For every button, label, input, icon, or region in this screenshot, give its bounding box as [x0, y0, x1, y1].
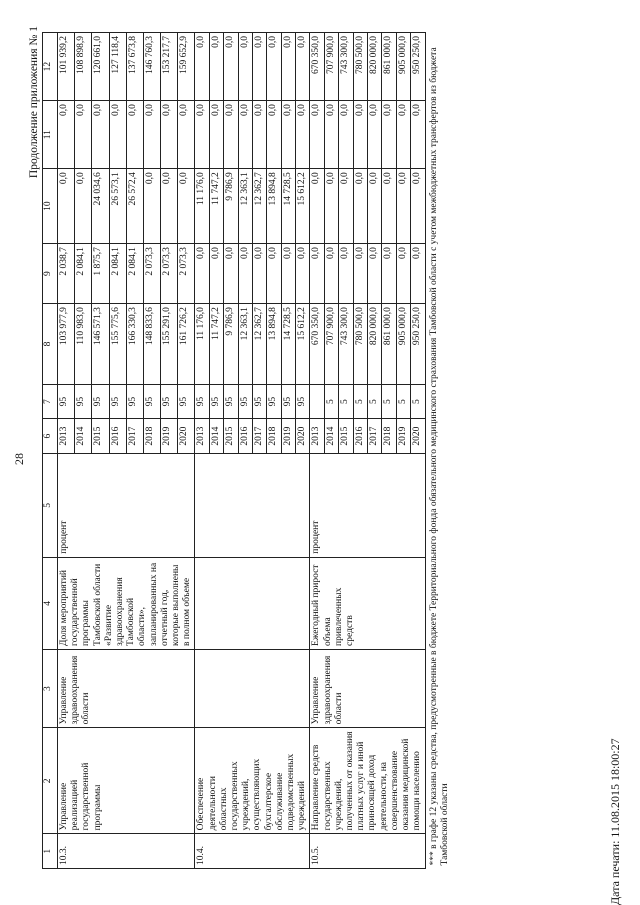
other-sources-cell: 120 661,0	[92, 33, 109, 101]
page-number: 28	[12, 453, 26, 465]
federal-budget-cell: 0,0	[296, 244, 310, 304]
target-value-cell: 5	[353, 384, 367, 419]
federal-budget-cell: 2 084,1	[75, 244, 92, 304]
target-value-cell: 95	[296, 384, 310, 419]
indicator-cell: Ежегодный прирост объема привлеченных средств	[310, 557, 425, 649]
other-sources-cell: 146 760,3	[143, 33, 160, 101]
local-budget-cell: 0,0	[58, 101, 75, 169]
federal-budget-cell: 0,0	[252, 244, 266, 304]
executor-cell	[195, 649, 310, 727]
local-budget-cell: 0,0	[92, 101, 109, 169]
total-funding-cell: 155 291,0	[161, 304, 178, 385]
federal-budget-cell: 2 038,7	[58, 244, 75, 304]
year-cell: 2016	[238, 419, 252, 454]
total-funding-cell: 15 612,2	[296, 304, 310, 385]
regional-budget-cell: 12 363,1	[238, 169, 252, 244]
footnote-row	[425, 33, 453, 869]
regional-budget-cell: 15 612,2	[296, 169, 310, 244]
year-cell: 2014	[324, 419, 338, 454]
regional-budget-cell: 0,0	[396, 169, 410, 244]
regional-budget-cell: 0,0	[178, 169, 195, 244]
column-header: 5	[43, 453, 58, 557]
federal-budget-cell: 0,0	[238, 244, 252, 304]
target-value-cell: 95	[92, 384, 109, 419]
target-value-cell: 95	[209, 384, 223, 419]
federal-budget-cell: 0,0	[324, 244, 338, 304]
column-header: 11	[43, 101, 58, 169]
regional-budget-cell: 0,0	[310, 169, 324, 244]
regional-budget-cell: 0,0	[324, 169, 338, 244]
federal-budget-cell: 2 073,3	[143, 244, 160, 304]
local-budget-cell: 0,0	[143, 101, 160, 169]
local-budget-cell: 0,0	[161, 101, 178, 169]
total-funding-cell: 12 362,7	[252, 304, 266, 385]
federal-budget-cell: 0,0	[411, 244, 425, 304]
table-row	[195, 33, 209, 869]
federal-budget-cell: 0,0	[339, 244, 353, 304]
regional-budget-cell: 0,0	[367, 169, 381, 244]
federal-budget-cell: 0,0	[267, 244, 281, 304]
target-value-cell: 95	[267, 384, 281, 419]
table-body	[58, 33, 453, 869]
item-number: 10.4.	[195, 834, 310, 869]
year-cell: 2017	[252, 419, 266, 454]
total-funding-cell: 12 363,1	[238, 304, 252, 385]
target-value-cell: 95	[178, 384, 195, 419]
appendix-title: Продолжение приложения № 1	[28, 26, 40, 179]
local-budget-cell: 0,0	[209, 101, 223, 169]
unit-cell: процент	[310, 453, 425, 557]
other-sources-cell: 101 939,2	[58, 33, 75, 101]
other-sources-cell: 0,0	[296, 33, 310, 101]
local-budget-cell: 0,0	[267, 101, 281, 169]
federal-budget-cell: 0,0	[396, 244, 410, 304]
table-row	[58, 33, 75, 869]
total-funding-cell: 780 500,0	[353, 304, 367, 385]
regional-budget-cell: 9 786,9	[224, 169, 238, 244]
year-cell: 2019	[396, 419, 410, 454]
year-cell: 2018	[143, 419, 160, 454]
column-header: 2	[43, 728, 58, 834]
target-value-cell: 95	[58, 384, 75, 419]
federal-budget-cell: 2 084,1	[126, 244, 143, 304]
other-sources-cell: 0,0	[281, 33, 295, 101]
local-budget-cell: 0,0	[195, 101, 209, 169]
total-funding-cell: 166 330,3	[126, 304, 143, 385]
local-budget-cell: 0,0	[324, 101, 338, 169]
year-cell: 2016	[109, 419, 126, 454]
column-header: 10	[43, 169, 58, 244]
local-budget-cell: 0,0	[75, 101, 92, 169]
regional-budget-cell: 0,0	[353, 169, 367, 244]
target-value-cell: 95	[143, 384, 160, 419]
other-sources-cell: 153 217,7	[161, 33, 178, 101]
year-cell: 2013	[195, 419, 209, 454]
total-funding-cell: 14 728,5	[281, 304, 295, 385]
target-value-cell: 5	[339, 384, 353, 419]
other-sources-cell: 0,0	[267, 33, 281, 101]
local-budget-cell: 0,0	[178, 101, 195, 169]
other-sources-cell: 0,0	[195, 33, 209, 101]
year-cell: 2013	[58, 419, 75, 454]
total-funding-cell: 103 977,9	[58, 304, 75, 385]
other-sources-cell: 127 118,4	[109, 33, 126, 101]
column-header: 9	[43, 244, 58, 304]
federal-budget-cell: 0,0	[310, 244, 324, 304]
other-sources-cell: 137 673,8	[126, 33, 143, 101]
target-value-cell: 5	[382, 384, 396, 419]
year-cell: 2018	[267, 419, 281, 454]
local-budget-cell: 0,0	[296, 101, 310, 169]
local-budget-cell: 0,0	[252, 101, 266, 169]
column-number-row	[43, 33, 58, 869]
total-funding-cell: 743 300,0	[339, 304, 353, 385]
regional-budget-cell: 11 747,2	[209, 169, 223, 244]
total-funding-cell: 146 571,3	[92, 304, 109, 385]
regional-budget-cell: 0,0	[339, 169, 353, 244]
other-sources-cell: 670 350,0	[310, 33, 324, 101]
target-value-cell	[310, 384, 324, 419]
federal-budget-cell: 0,0	[224, 244, 238, 304]
total-funding-cell: 13 894,8	[267, 304, 281, 385]
regional-budget-cell: 11 176,0	[195, 169, 209, 244]
target-value-cell: 5	[396, 384, 410, 419]
local-budget-cell: 0,0	[353, 101, 367, 169]
total-funding-cell: 861 000,0	[382, 304, 396, 385]
regional-budget-cell: 26 573,1	[109, 169, 126, 244]
target-value-cell: 95	[126, 384, 143, 419]
column-header: 6	[43, 419, 58, 454]
total-funding-cell: 11 176,0	[195, 304, 209, 385]
federal-budget-cell: 2 084,1	[109, 244, 126, 304]
total-funding-cell: 148 833,6	[143, 304, 160, 385]
regional-budget-cell: 12 362,7	[252, 169, 266, 244]
federal-budget-cell: 1 875,7	[92, 244, 109, 304]
measure-name: Обеспечение деятельности областных государственных учреждений, осуществляющих бухгалтерское обслуживание подведомственных учреждений	[195, 728, 310, 834]
total-funding-cell: 161 726,2	[178, 304, 195, 385]
other-sources-cell: 0,0	[209, 33, 223, 101]
table-row	[310, 33, 324, 869]
federal-budget-cell: 0,0	[281, 244, 295, 304]
local-budget-cell: 0,0	[238, 101, 252, 169]
target-value-cell: 95	[281, 384, 295, 419]
local-budget-cell: 0,0	[310, 101, 324, 169]
column-header: 1	[43, 834, 58, 869]
local-budget-cell: 0,0	[411, 101, 425, 169]
other-sources-cell: 0,0	[238, 33, 252, 101]
column-header: 12	[43, 33, 58, 101]
other-sources-cell: 707 900,0	[324, 33, 338, 101]
regional-budget-cell: 13 894,8	[267, 169, 281, 244]
local-budget-cell: 0,0	[382, 101, 396, 169]
unit-cell	[195, 453, 310, 557]
target-value-cell: 95	[75, 384, 92, 419]
regional-budget-cell: 0,0	[382, 169, 396, 244]
program-table	[42, 32, 453, 869]
item-number: 10.3.	[58, 834, 195, 869]
target-value-cell: 5	[324, 384, 338, 419]
measure-name: Управление реализацией государственной программы	[58, 728, 195, 834]
year-cell: 2015	[224, 419, 238, 454]
total-funding-cell: 11 747,2	[209, 304, 223, 385]
federal-budget-cell: 0,0	[353, 244, 367, 304]
year-cell: 2016	[353, 419, 367, 454]
regional-budget-cell: 0,0	[161, 169, 178, 244]
regional-budget-cell: 0,0	[75, 169, 92, 244]
other-sources-cell: 108 898,9	[75, 33, 92, 101]
footnote: *** в графе 12 указаны средства, предусмотренные в бюджете Территориального фонда обязательного медицинского страхования Тамбовской области с учетом межбюджетных трансфертов из бюджета Тамбовской области	[425, 33, 453, 869]
federal-budget-cell: 0,0	[209, 244, 223, 304]
column-header: 8	[43, 304, 58, 385]
local-budget-cell: 0,0	[224, 101, 238, 169]
other-sources-cell: 861 000,0	[382, 33, 396, 101]
regional-budget-cell: 14 728,5	[281, 169, 295, 244]
target-value-cell: 95	[161, 384, 178, 419]
target-value-cell: 95	[252, 384, 266, 419]
target-value-cell: 95	[224, 384, 238, 419]
year-cell: 2014	[209, 419, 223, 454]
year-cell: 2017	[367, 419, 381, 454]
column-header: 4	[43, 557, 58, 649]
regional-budget-cell: 0,0	[58, 169, 75, 244]
federal-budget-cell: 0,0	[367, 244, 381, 304]
target-value-cell: 95	[238, 384, 252, 419]
regional-budget-cell: 0,0	[411, 169, 425, 244]
year-cell: 2015	[339, 419, 353, 454]
executor-cell: Управление здравоохранения области	[310, 649, 425, 727]
local-budget-cell: 0,0	[396, 101, 410, 169]
total-funding-cell: 9 786,9	[224, 304, 238, 385]
regional-budget-cell: 0,0	[143, 169, 160, 244]
local-budget-cell: 0,0	[367, 101, 381, 169]
year-cell: 2020	[411, 419, 425, 454]
other-sources-cell: 905 000,0	[396, 33, 410, 101]
item-number: 10.5.	[310, 834, 425, 869]
federal-budget-cell: 2 073,3	[178, 244, 195, 304]
target-value-cell: 5	[411, 384, 425, 419]
other-sources-cell: 0,0	[252, 33, 266, 101]
year-cell: 2015	[92, 419, 109, 454]
target-value-cell: 95	[195, 384, 209, 419]
local-budget-cell: 0,0	[339, 101, 353, 169]
print-date: Дата печати: 11.08.2015 18:00:27	[608, 738, 622, 905]
other-sources-cell: 0,0	[224, 33, 238, 101]
local-budget-cell: 0,0	[109, 101, 126, 169]
local-budget-cell: 0,0	[281, 101, 295, 169]
year-cell: 2013	[310, 419, 324, 454]
local-budget-cell: 0,0	[126, 101, 143, 169]
unit-cell: процент	[58, 453, 195, 557]
total-funding-cell: 950 250,0	[411, 304, 425, 385]
total-funding-cell: 110 983,0	[75, 304, 92, 385]
year-cell: 2019	[281, 419, 295, 454]
year-cell: 2020	[178, 419, 195, 454]
regional-budget-cell: 24 034,6	[92, 169, 109, 244]
target-value-cell: 5	[367, 384, 381, 419]
total-funding-cell: 707 900,0	[324, 304, 338, 385]
indicator-cell: Доля мероприятий государственной программы Тамбовской области «Развитие здравоохранения Тамбовской области», запланированных на отчетный год, которые выполнены в полном объеме	[58, 557, 195, 649]
measure-name: Направление средств государственных учреждений, полученных от оказания платных услуг и иной приносящей доход деятельности, на совершенствование оказания медицинской помощи населению	[310, 728, 425, 834]
column-header: 7	[43, 384, 58, 419]
other-sources-cell: 820 000,0	[367, 33, 381, 101]
target-value-cell: 95	[109, 384, 126, 419]
executor-cell: Управление здравоохранения области	[58, 649, 195, 727]
regional-budget-cell: 26 572,4	[126, 169, 143, 244]
federal-budget-cell: 0,0	[195, 244, 209, 304]
federal-budget-cell: 2 073,3	[161, 244, 178, 304]
other-sources-cell: 159 652,9	[178, 33, 195, 101]
year-cell: 2014	[75, 419, 92, 454]
year-cell: 2018	[382, 419, 396, 454]
total-funding-cell: 155 775,6	[109, 304, 126, 385]
total-funding-cell: 670 350,0	[310, 304, 324, 385]
column-header: 3	[43, 649, 58, 727]
total-funding-cell: 820 000,0	[367, 304, 381, 385]
other-sources-cell: 950 250,0	[411, 33, 425, 101]
other-sources-cell: 780 500,0	[353, 33, 367, 101]
federal-budget-cell: 0,0	[382, 244, 396, 304]
other-sources-cell: 743 300,0	[339, 33, 353, 101]
indicator-cell	[195, 557, 310, 649]
year-cell: 2019	[161, 419, 178, 454]
total-funding-cell: 905 000,0	[396, 304, 410, 385]
year-cell: 2017	[126, 419, 143, 454]
year-cell: 2020	[296, 419, 310, 454]
